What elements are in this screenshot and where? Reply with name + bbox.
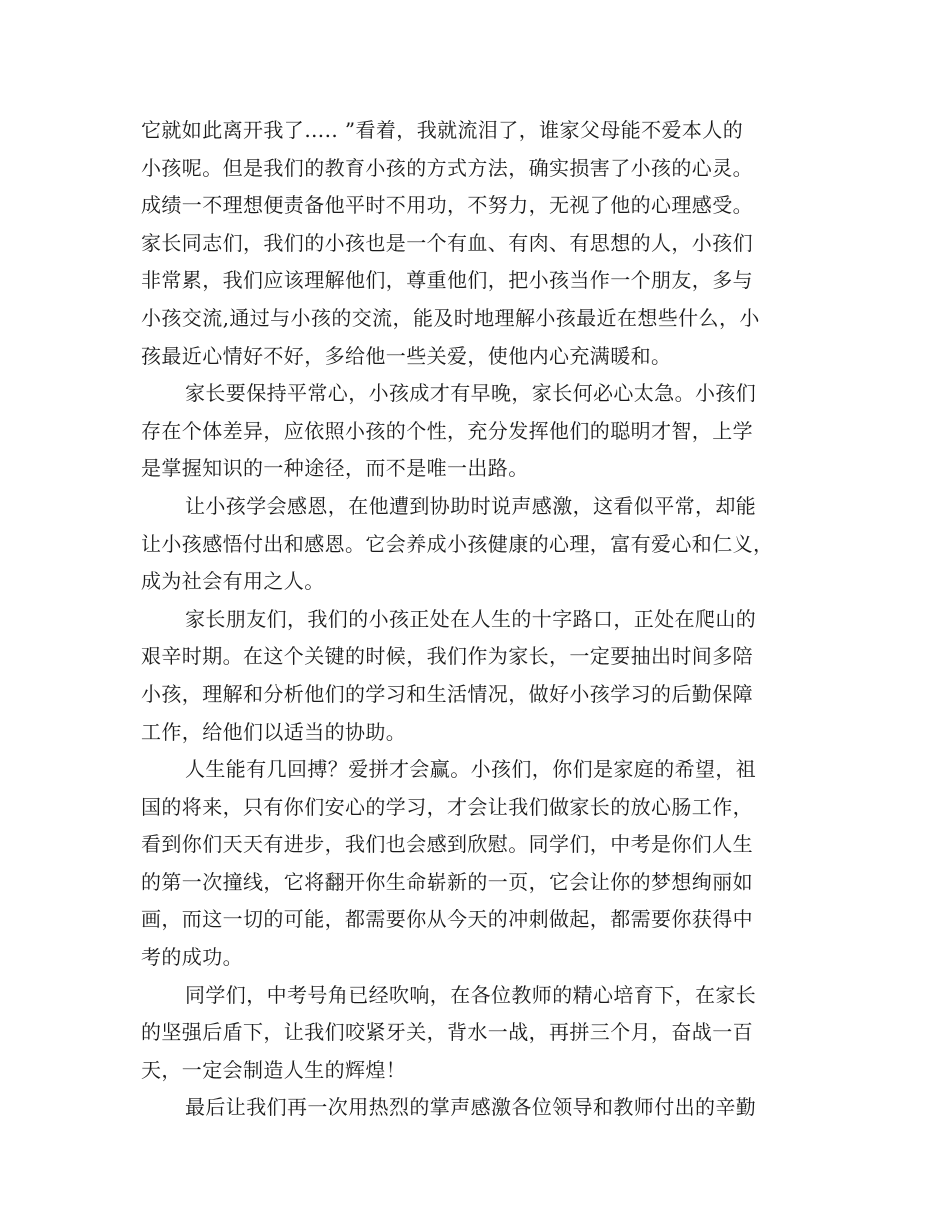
paragraph-3 xyxy=(141,488,821,601)
paragraph-2 xyxy=(141,375,821,488)
text-line: 工作，给他们以适当的协助。 xyxy=(141,719,407,744)
text-line: 存在个体差异，应依照小孩的个性，充分发挥他们的聪明才智，上学 xyxy=(141,418,753,443)
text-line: 孩最近心情好不好，多给他一些关爱，使他内心充满暖和。 xyxy=(141,343,672,368)
text-line: 非常累，我们应该理解他们，尊重他们，把小孩当作一个朋友，多与 xyxy=(141,268,753,293)
text-line: 画，而这一切的可能，都需要你从今天的冲刺做起，都需要你获得中 xyxy=(141,907,753,932)
text-line: 考的成功。 xyxy=(141,945,243,970)
text-line: 家长要保持平常心，小孩成才有早晚，家长何必心太急。小孩们 xyxy=(185,381,757,406)
text-line: 人生能有几回搏？爱拼才会赢。小孩们，你们是家庭的希望，祖 xyxy=(185,757,757,782)
paragraph-1 xyxy=(141,112,821,375)
text-line: 让小孩感悟付出和感恩。它会养成小孩健康的心理，富有爱心和仁义， xyxy=(141,531,774,556)
text-line: 是掌握知识的一种途径，而不是唯一出路。 xyxy=(141,456,529,481)
document-body xyxy=(141,112,821,1127)
text-line: 成绩一不理想便责备他平时不用功，不努力，无视了他的心理感受。 xyxy=(141,193,753,218)
text-line: 同学们，中考号角已经吹响，在各位教师的精心培育下，在家长 xyxy=(185,982,757,1007)
text-line: 看到你们天天有进步，我们也会感到欣慰。同学们，中考是你们人生 xyxy=(141,832,753,857)
text-line: 最后让我们再一次用热烈的掌声感激各位领导和教师付出的辛勤 xyxy=(185,1095,757,1120)
text-line: 小孩交流,通过与小孩的交流，能及时地理解小孩最近在想些什么，小 xyxy=(141,305,760,330)
text-line: 家长朋友们，我们的小孩正处在人生的十字路口，正处在爬山的 xyxy=(185,606,757,631)
text-line: 国的将来，只有你们安心的学习，才会让我们做家长的放心肠工作， xyxy=(141,794,753,819)
text-line: 家长同志们，我们的小孩也是一个有血、有肉、有思想的人，小孩们 xyxy=(141,230,753,255)
text-line: 天，一定会制造人生的辉煌！ xyxy=(141,1057,407,1082)
text-line: 成为社会有用之人。 xyxy=(141,569,325,594)
paragraph-4 xyxy=(141,601,821,751)
text-line: 它就如此离开我了….. ”看着，我就流泪了，谁家父母能不爱本人的 xyxy=(141,118,744,142)
text-line: 艰辛时期。在这个关键的时候，我们作为家长，一定要抽出时间多陪 xyxy=(141,644,753,669)
paragraph-7 xyxy=(141,1089,821,1127)
text-line: 小孩呢。但是我们的教育小孩的方式方法，确实损害了小孩的心灵。 xyxy=(141,155,753,180)
text-line: 让小孩学会感恩，在他遭到协助时说声感激，这看似平常，却能 xyxy=(185,493,757,518)
text-line: 的坚强后盾下，让我们咬紧牙关，背水一战，再拼三个月，奋战一百 xyxy=(141,1020,753,1045)
paragraph-6 xyxy=(141,977,821,1090)
paragraph-5 xyxy=(141,751,821,977)
text-line: 的第一次撞线，它将翻开你生命崭新的一页，它会让你的梦想绚丽如 xyxy=(141,869,753,894)
text-line: 小孩，理解和分析他们的学习和生活情况，做好小孩学习的后勤保障 xyxy=(141,681,753,706)
